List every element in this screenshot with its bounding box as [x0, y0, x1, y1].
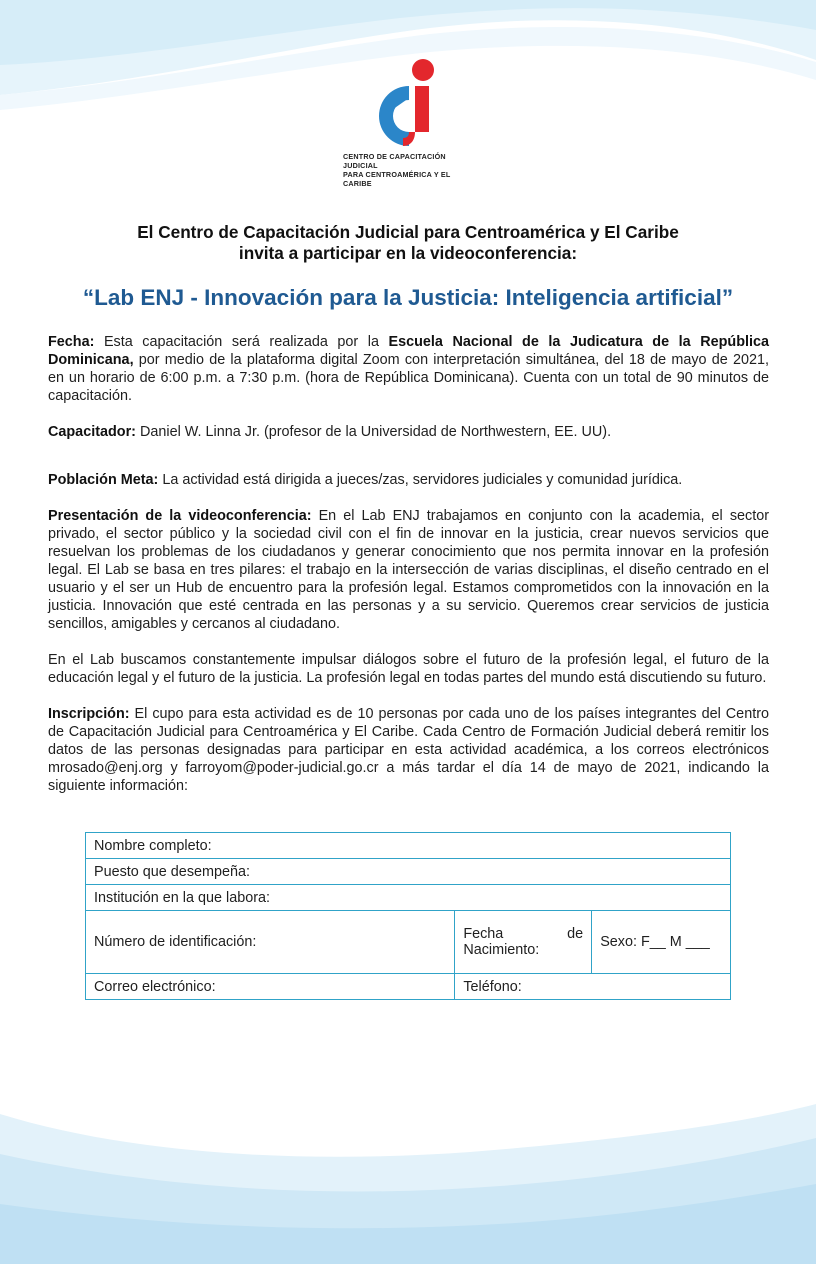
puesto-field: Puesto que desempeña:	[86, 859, 731, 885]
fecha-text-2: por medio de la plataforma digital Zoom con interpretación simultánea, del 18 de mayo de 2021, en un horario de 6:00 p.m. a 7:30 p.m. (hora de República Dominicana). Cuenta con un total de 90 minutos de capacitación.	[48, 352, 769, 404]
nombre-field: Nombre completo:	[86, 833, 731, 859]
identificacion-field: Número de identificación:	[86, 911, 455, 974]
fecha-nac-word-3: Nacimiento:	[463, 942, 540, 958]
bottom-wave-decoration	[0, 1094, 816, 1264]
document-body	[48, 333, 769, 795]
capacitador-paragraph	[48, 423, 769, 441]
event-title: “Lab ENJ - Innovación para la Justicia: Inteligencia artificial”	[82, 285, 734, 310]
form-row-institucion	[86, 885, 731, 911]
sexo-field: Sexo: F__ M ___	[592, 911, 731, 974]
capacitador-label: Capacitador:	[48, 424, 136, 440]
fecha-paragraph	[48, 333, 769, 405]
poblacion-paragraph	[48, 471, 769, 489]
presentacion-label: Presentación de la videoconferencia:	[48, 508, 312, 524]
correo-field: Correo electrónico:	[86, 974, 455, 1000]
capacitador-text: Daniel W. Linna Jr. (profesor de la Universidad de Northwestern, EE. UU).	[135, 424, 612, 440]
registration-form-table	[85, 832, 731, 1000]
logo-line-2: PARA CENTROAMÉRICA Y EL CARIBE	[343, 170, 451, 188]
poblacion-text: La actividad está dirigida a jueces/zas, servidores judiciales y comunidad jurídica.	[158, 472, 683, 488]
presentacion-text: En el Lab ENJ trabajamos en conjunto con la academia, el sector privado, el sector público y la sociedad civil con el fin de innovar en la justicia, crear nuevos servicios que resuelvan los problemas de los ciudadanos y generar conocimiento que nos permita innovar en la profesión legal. El Lab se basa en tres pilares: el trabajo en la intersección de varias disciplinas, el diseño centrado en el usuario y el ser un Hub de encuentro para la profesión legal. Estamos comprometidos con la innovación en la justicia. Innovación que esté centrada en las personas y a su servicio. Queremos crear servicios de justicia sencillos, amigables y cercanos al ciudadano.	[48, 508, 770, 632]
lab-paragraph: En el Lab buscamos constantemente impulsar diálogos sobre el futuro de la profesión legal, el futuro de la educación legal y el futuro de la justicia. La profesión legal en todas partes del mundo está discutiendo su futuro.	[48, 652, 769, 686]
logo-line-1: CENTRO DE CAPACITACIÓN JUDICIAL	[343, 152, 446, 170]
form-row-contacto	[86, 974, 731, 1000]
fecha-text-1: Esta capacitación será realizada por la	[94, 334, 389, 350]
fecha-nac-word-2: de	[567, 926, 584, 942]
institucion-field: Institución en la que labora:	[86, 885, 731, 911]
presentacion-paragraph	[48, 507, 769, 633]
inscripcion-text: El cupo para esta actividad es de 10 personas por cada uno de los países integrantes del Centro de Capacitación Judicial para Centroamérica y El Caribe. Cada Centro de Formación Judicial deberá remitir los datos de las personas designadas para participar en esta actividad académica, a los correos electrónicos mrosado@enj.org y farroyom@poder-judicial.go.cr a más tardar el día 14 de mayo de 2021, indicando la siguiente información:	[48, 706, 769, 794]
institution-logo	[340, 58, 480, 188]
telefono-field: Teléfono:	[455, 974, 731, 1000]
cccj-logo-icon	[379, 58, 441, 146]
fecha-institution: Escuela Nacional de la Judicatura de la República Dominicana,	[48, 334, 769, 368]
form-row-puesto	[86, 859, 731, 885]
heading-line-1: El Centro de Capacitación Judicial para Centroamérica y El Caribe	[137, 222, 679, 242]
inscripcion-label: Inscripción:	[48, 706, 130, 722]
heading-line-2: invita a participar en la videoconferencia:	[238, 243, 578, 263]
form-row-nombre	[86, 833, 731, 859]
logo-text	[343, 152, 480, 188]
fecha-nacimiento-field	[455, 911, 592, 974]
fecha-label: Fecha:	[48, 334, 95, 350]
inscripcion-paragraph	[48, 705, 769, 795]
invitation-heading	[48, 222, 768, 264]
fecha-nac-word-1: Fecha	[463, 926, 504, 942]
poblacion-label: Población Meta:	[48, 472, 159, 488]
form-row-identificacion	[86, 911, 731, 974]
